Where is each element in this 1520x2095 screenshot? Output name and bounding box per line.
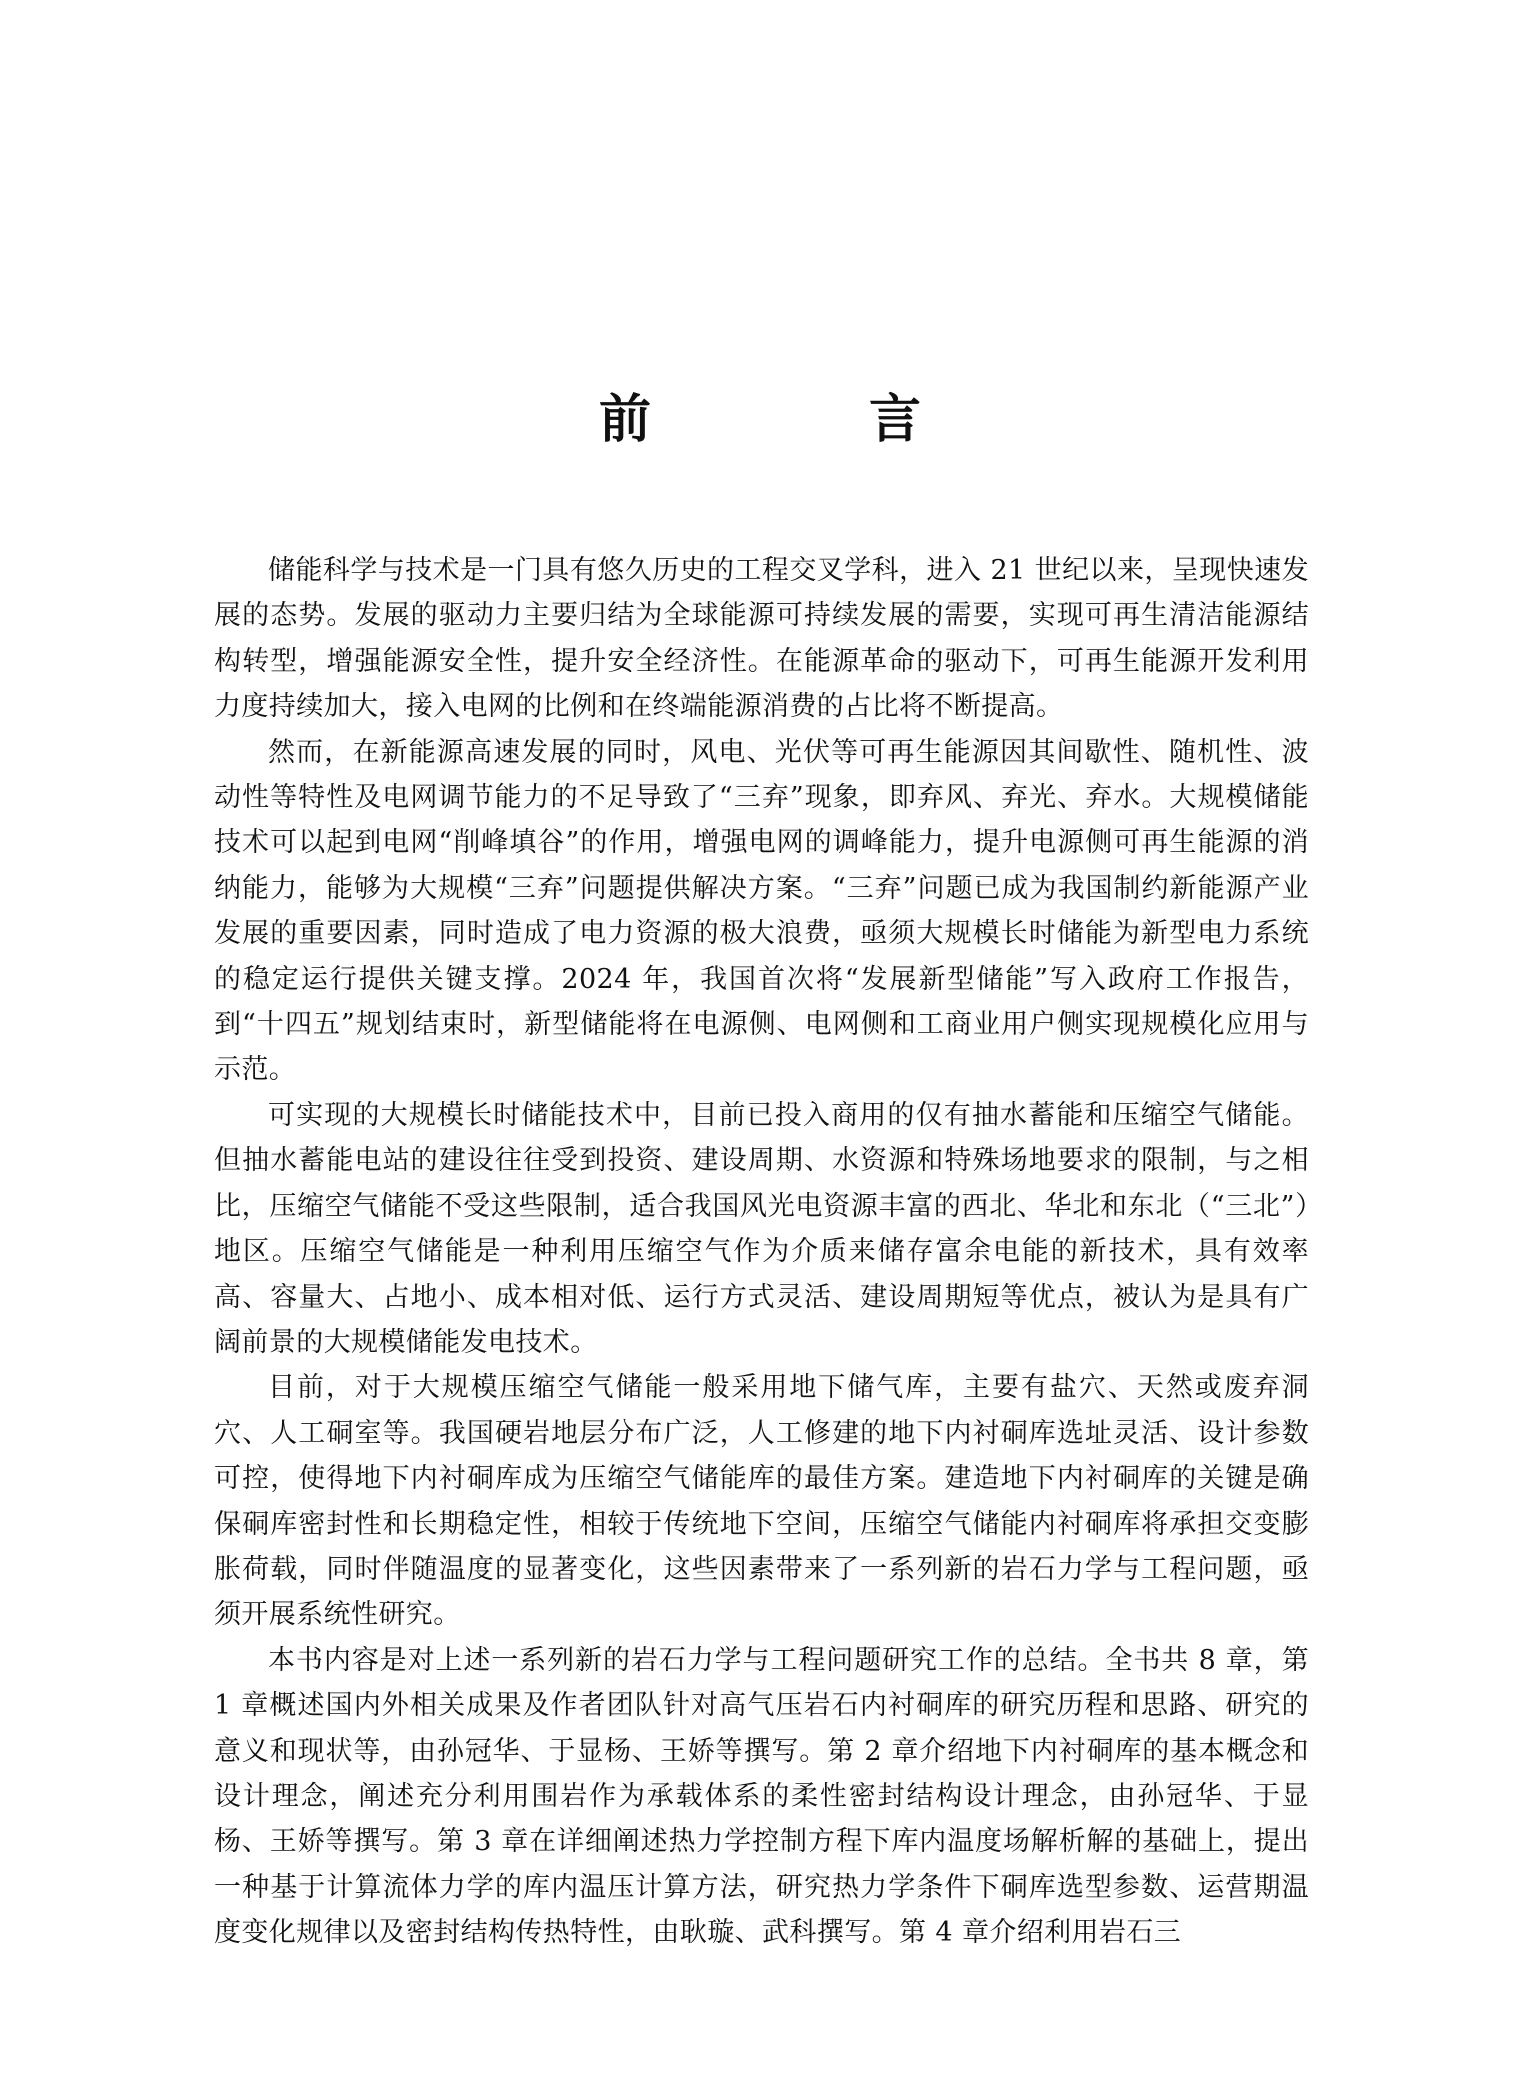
paragraph-5: 本书内容是对上述一系列新的岩石力学与工程问题研究工作的总结。全书共 8 章，第 1 章概述国内外相关成果及作者团队针对高气压岩石内衬硐库的研究历程和思路、研究的意义和现状等，由孙冠华、于显杨、王娇等撰写。第 2 章介绍地下内衬硐库的基本概念和设计理念，阐述充分利用围岩作为承载体系的柔性密封结构设计理念，由孙冠华、于显杨、王娇等撰写。第 3 章在详细阐述热力学控制方程下库内温度场解析解的基础上，提出一种基于计算流体力学的库内温压计算方法，研究热力学条件下硐库选型参数、运营期温度变化规律以及密封结构传热特性，由耿璇、武科撰写。第 4 章介绍利用岩石三	[214, 1644, 1309, 1949]
paragraph-1: 储能科学与技术是一门具有悠久历史的工程交叉学科，进入 21 世纪以来，呈现快速发展的态势。发展的驱动力主要归结为全球能源可持续发展的需要，实现可再生清洁能源结构转型，增强能源安全性，提升安全经济性。在能源革命的驱动下，可再生能源开发利用力度持续加大，接入电网的比例和在终端能源消费的占比将不断提高。	[214, 555, 1309, 723]
preface-body	[214, 548, 1309, 1956]
paragraph-2: 然而，在新能源高速发展的同时，风电、光伏等可再生能源因其间歇性、随机性、波动性等特性及电网调节能力的不足导致了“三弃”现象，即弃风、弃光、弃水。大规模储能技术可以起到电网“削峰填谷”的作用，增强电网的调峰能力，提升电源侧可再生能源的消纳能力，能够为大规模“三弃”问题提供解决方案。“三弃”问题已成为我国制约新能源产业发展的重要因素，同时造成了电力资源的极大浪费，亟须大规模长时储能为新型电力系统的稳定运行提供关键支撑。2024 年，我国首次将“发展新型储能”写入政府工作报告，到“十四五”规划结束时，新型储能将在电源侧、电网侧和工商业用户侧实现规模化应用与示范。	[214, 736, 1309, 1086]
page-title: 前 言	[598, 389, 1022, 450]
paragraph-3: 可实现的大规模长时储能技术中，目前已投入商用的仅有抽水蓄能和压缩空气储能。但抽水蓄能电站的建设往往受到投资、建设周期、水资源和特殊场地要求的限制，与之相比，压缩空气储能不受这些限制，适合我国风光电资源丰富的西北、华北和东北（“三北”）地区。压缩空气储能是一种利用压缩空气作为介质来储存富余电能的新技术，具有效率高、容量大、占地小、成本相对低、运行方式灵活、建设周期短等优点，被认为是具有广阔前景的大规模储能发电技术。	[214, 1099, 1309, 1358]
paragraph-4: 目前，对于大规模压缩空气储能一般采用地下储气库，主要有盐穴、天然或废弃洞穴、人工硐室等。我国硬岩地层分布广泛，人工修建的地下内衬硐库选址灵活、设计参数可控，使得地下内衬硐库成为压缩空气储能库的最佳方案。建造地下内衬硐库的关键是确保硐库密封性和长期稳定性，相较于传统地下空间，压缩空气储能内衬硐库将承担交变膨胀荷载，同时伴随温度的显著变化，这些因素带来了一系列新的岩石力学与工程问题，亟须开展系统性研究。	[214, 1372, 1309, 1631]
